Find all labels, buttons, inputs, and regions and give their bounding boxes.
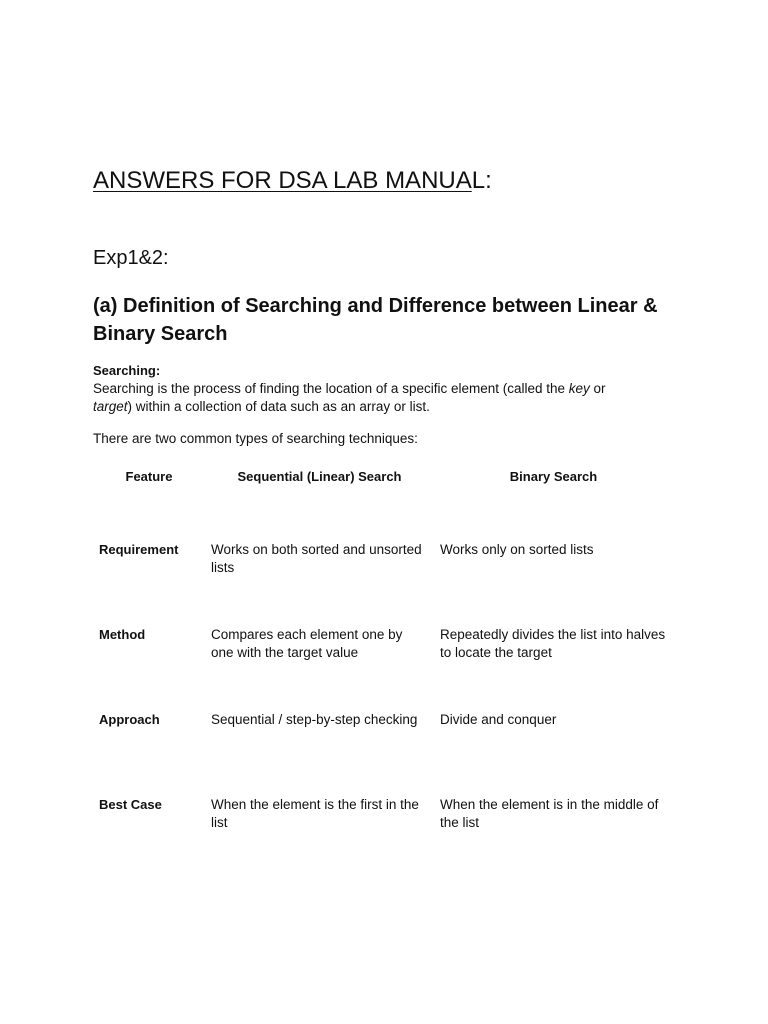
term-heading: Searching: [93,363,161,378]
row-binary-cell: Divide and conquer [440,712,557,727]
row-binary-cell: Works only on sorted lists [440,542,594,557]
row-feature-cell: Best Case [99,797,162,812]
document-title [93,167,492,195]
row-feature-cell: Method [99,627,146,642]
document-title-rest: L: [471,167,492,194]
row-linear-cell: When the element is the first in the list [211,797,419,830]
row-binary-cell: Repeatedly divides the list into halves to locate the target [440,627,666,660]
column-header-feature: Feature [125,469,173,484]
definition-or: or [589,381,606,396]
row-linear-cell: Works on both sorted and unsorted lists [211,542,422,575]
definition-target-word: target [93,399,128,414]
comparison-table [93,462,673,875]
section-heading: (a) Definition of Searching and Difference between Linear & Binary Search [93,295,658,345]
table-row [93,535,673,620]
column-header-binary: Binary Search [509,469,598,484]
definition-paragraph [93,380,693,416]
document-title-underlined: ANSWERS FOR DSA LAB MANUA [93,167,472,194]
definition-key-word: key [568,381,590,396]
definition-text-2: ) within a collection of data such as an array or list. [127,399,430,414]
row-feature-cell: Requirement [99,542,179,557]
definition-text-1: Searching is the process of finding the location of a specific element (called the [93,381,569,396]
table-row [93,705,673,790]
row-feature-cell: Approach [99,712,160,727]
row-linear-cell: Compares each element one by one with the target value [211,627,403,660]
table-row [93,790,673,875]
row-binary-cell: When the element is in the middle of the list [440,797,659,830]
intro-paragraph: There are two common types of searching techniques: [93,431,418,446]
column-header-linear: Sequential (Linear) Search [237,469,402,484]
table-row [93,620,673,705]
row-linear-cell: Sequential / step-by-step checking [211,712,418,727]
table-header-row [93,462,673,535]
experiment-heading: Exp1&2: [93,247,169,269]
